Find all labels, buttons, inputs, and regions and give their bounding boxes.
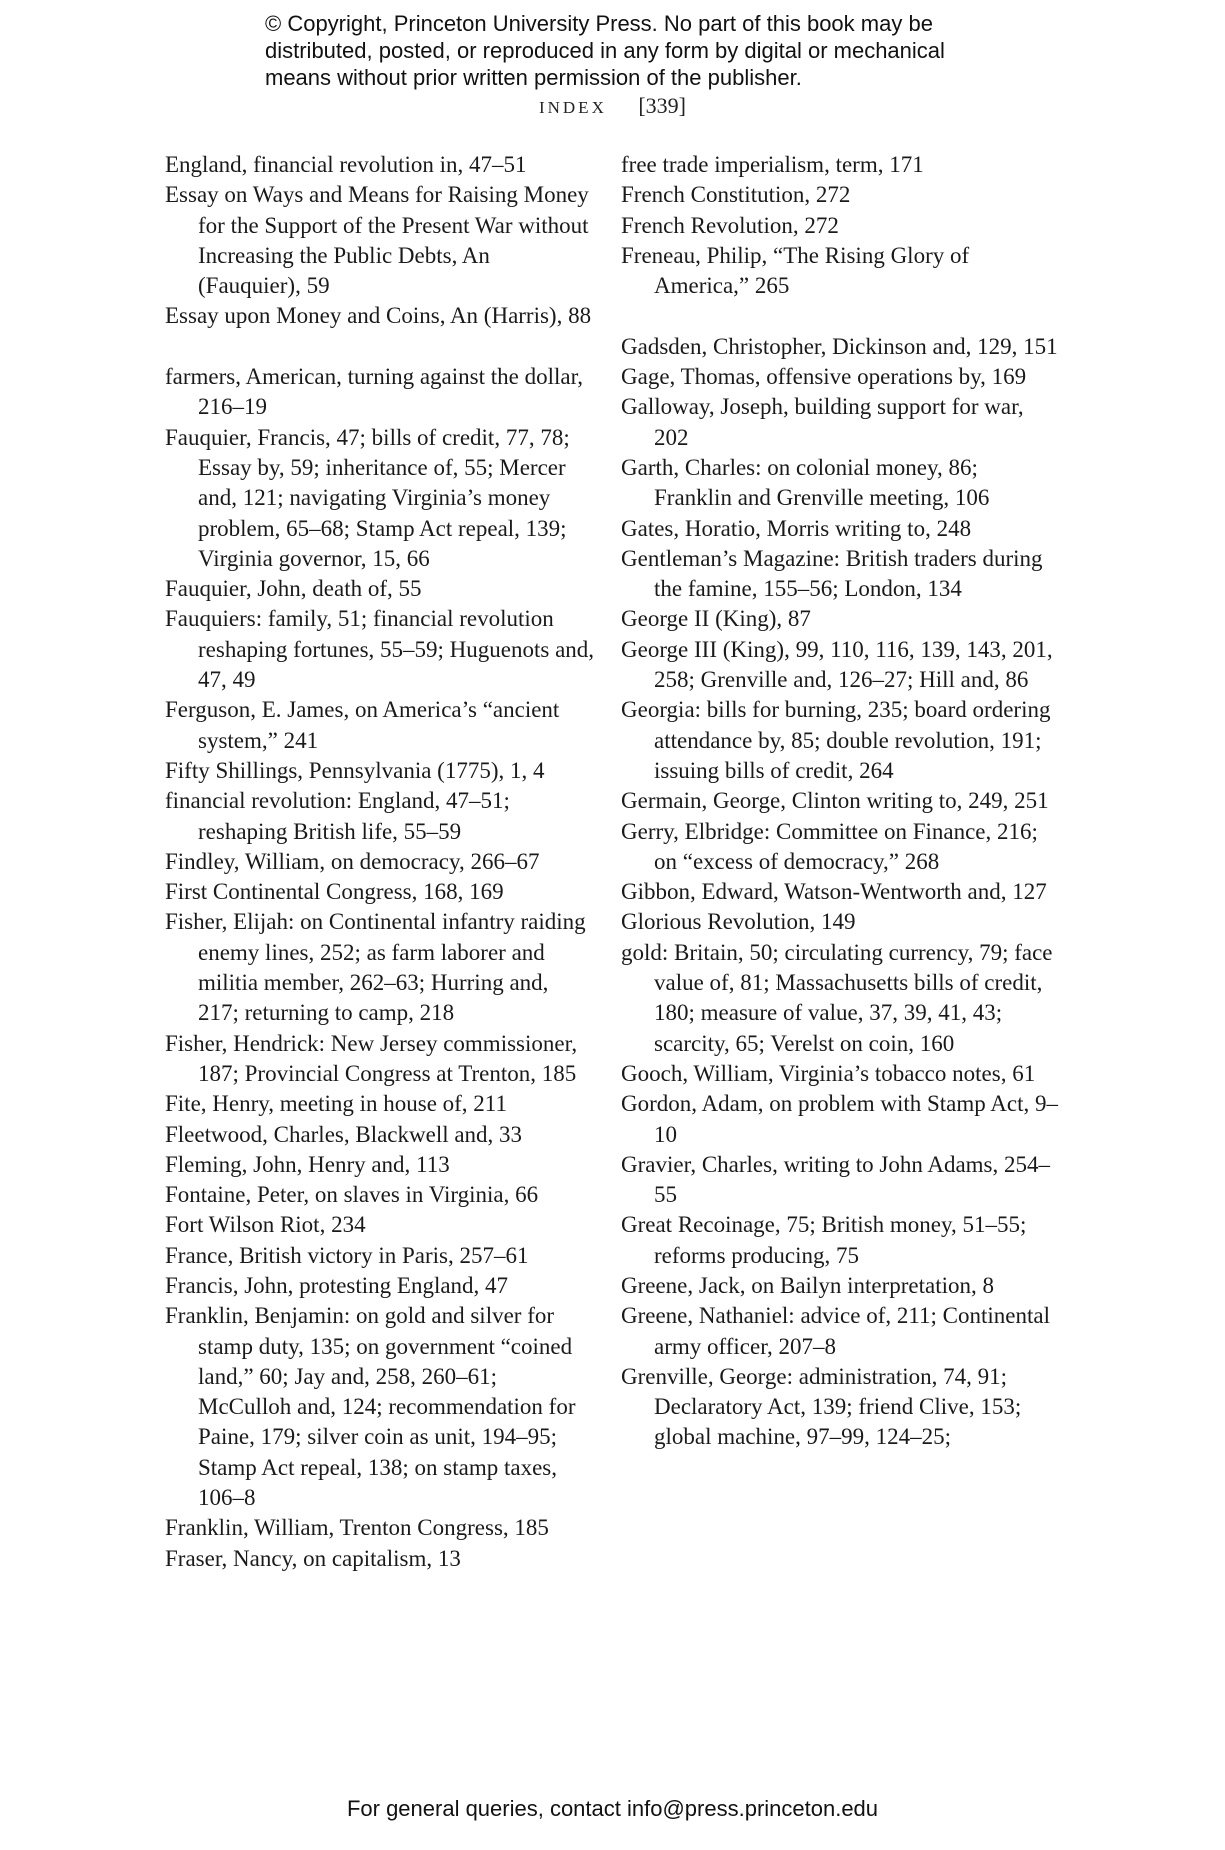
index-entry: Gage, Thomas, offensive operations by, 169 xyxy=(621,364,1027,390)
index-entry: Garth, Charles: on colonial money, 86; Franklin and Grenville meeting, 106 xyxy=(621,454,990,511)
index-entry: French Constitution, 272 xyxy=(621,182,851,208)
index-entry: First Continental Congress, 168, 169 xyxy=(165,879,504,905)
index-entry: Fleetwood, Charles, Blackwell and, 33 xyxy=(165,1121,523,1147)
copyright-notice: © Copyright, Princeton University Press. No part of this book may be distributed, posted, or reproduced in any form by digital or mechanical means without prior written permission of the publisher. xyxy=(265,11,945,90)
page-number: [339] xyxy=(638,93,687,118)
index-entry: Fite, Henry, meeting in house of, 211 xyxy=(165,1091,507,1117)
index-entry: Findley, William, on democracy, 266–67 xyxy=(165,848,540,874)
index-entry: Gordon, Adam, on problem with Stamp Act, 9–10 xyxy=(621,1091,1058,1147)
footer-contact: For general queries, contact info@press.princeton.edu xyxy=(346,1796,879,1821)
index-entry: farmers, American, turning against the dollar, 216–19 xyxy=(165,364,584,420)
letter-group-gap xyxy=(165,332,595,362)
index-entry: George II (King), 87 xyxy=(621,606,811,632)
index-entry: Gerry, Elbridge: Committee on Finance, 216; on “excess of democracy,” 268 xyxy=(621,818,1038,874)
index-entry: Greene, Jack, on Bailyn interpretation, 8 xyxy=(621,1272,994,1298)
index-entry: Fraser, Nancy, on capitalism, 13 xyxy=(165,1545,461,1571)
running-head-label: INDEX xyxy=(538,98,607,117)
index-entry: Galloway, Joseph, building support for war, 202 xyxy=(621,394,1024,450)
index-entry: Gooch, William, Virginia’s tobacco notes, 61 xyxy=(621,1060,1036,1086)
index-entry: Gibbon, Edward, Watson-Wentworth and, 127 xyxy=(621,879,1047,905)
index-entry: Fifty Shillings, Pennsylvania (1775), 1, 4 xyxy=(165,757,545,783)
index-entry: Glorious Revolution, 149 xyxy=(621,909,856,935)
index-entry: Fontaine, Peter, on slaves in Virginia, 66 xyxy=(165,1182,539,1208)
index-entry: Fauquiers: family, 51; financial revolution reshaping fortunes, 55–59; Huguenots and, 47, 49 xyxy=(165,606,595,693)
index-entry: Fauquier, John, death of, 55 xyxy=(165,576,422,602)
index-entry: Fleming, John, Henry and, 113 xyxy=(165,1151,450,1177)
index-entry: Greene, Nathaniel: advice of, 211; Continental army officer, 207–8 xyxy=(621,1303,1050,1359)
running-head xyxy=(0,93,1225,119)
index-column-left xyxy=(165,150,595,1574)
index-entry: gold: Britain, 50; circulating currency, 79; face value of, 81; Massachusetts bills of credit, 180; measure of value, 37, 39, 41, 43; scarcity, 65; Verelst on coin, 160 xyxy=(621,939,1053,1056)
index-entry: Francis, John, protesting England, 47 xyxy=(165,1272,509,1298)
index-column-right xyxy=(621,150,1061,1453)
index-entry: financial revolution: England, 47–51; reshaping British life, 55–59 xyxy=(165,788,510,844)
index-entry: Grenville, George: administration, 74, 91; Declaratory Act, 139; friend Clive, 153; global machine, 97–99, 124–25; xyxy=(621,1363,1022,1450)
index-entry: George III (King), 99, 110, 116, 139, 143, 201, 258; Grenville and, 126–27; Hill and, 86 xyxy=(621,636,1053,693)
index-entry: Gentleman’s Magazine: British traders during the famine, 155–56; London, 134 xyxy=(621,545,1043,602)
index-entry: Essay on Ways and Means for Raising Money for the Support of the Present War without Increasing the Public Debts, An (Fauquier), 59 xyxy=(165,182,589,299)
index-entry: Fisher, Elijah: on Continental infantry raiding enemy lines, 252; as farm laborer and militia member, 262–63; Hurring and, 217; returning to camp, 218 xyxy=(165,909,586,1026)
index-entry: Freneau, Philip, “The Rising Glory of America,” 265 xyxy=(621,242,970,299)
index-entry: Great Recoinage, 75; British money, 51–55; reforms producing, 75 xyxy=(621,1212,1027,1268)
index-entry: free trade imperialism, term, 171 xyxy=(621,152,924,177)
index-entry: Gates, Horatio, Morris writing to, 248 xyxy=(621,515,972,541)
index-entry: Gravier, Charles, writing to John Adams, 254–55 xyxy=(621,1151,1050,1208)
index-entry: Fort Wilson Riot, 234 xyxy=(165,1212,366,1238)
index-entry: Ferguson, E. James, on America’s “ancient system,” 241 xyxy=(165,697,560,753)
index-entry: Germain, George, Clinton writing to, 249, 251 xyxy=(621,788,1049,814)
index-entry: French Revolution, 272 xyxy=(621,212,839,238)
index-entry: France, British victory in Paris, 257–61 xyxy=(165,1242,529,1268)
index-entry: England, financial revolution in, 47–51 xyxy=(165,152,527,177)
index-entry: Fauquier, Francis, 47; bills of credit, 77, 78; Essay by, 59; inheritance of, 55; Mercer and, 121; navigating Virginia’s money problem, 65–68; Stamp Act repeal, 139; Virginia governor, 15, 66 xyxy=(165,424,570,571)
letter-group-gap xyxy=(621,301,1061,331)
index-entry: Franklin, Benjamin: on gold and silver for stamp duty, 135; on government “coined land,” 60; Jay and, 258, 260–61; McCulloh and, 124; recommendation for Paine, 179; silver coin as unit, 194–95; Stamp Act repeal, 138; on stamp taxes, 106–8 xyxy=(165,1303,576,1511)
index-entry: Essay upon Money and Coins, An (Harris), 88 xyxy=(165,303,592,329)
index-entry: Fisher, Hendrick: New Jersey commissioner, 187; Provincial Congress at Trenton, 185 xyxy=(165,1030,578,1086)
index-entry: Georgia: bills for burning, 235; board ordering attendance by, 85; double revolution, 191; issuing bills of credit, 264 xyxy=(621,697,1051,783)
index-entry: Gadsden, Christopher, Dickinson and, 129, 151 xyxy=(621,333,1058,359)
index-entry: Franklin, William, Trenton Congress, 185 xyxy=(165,1515,549,1541)
